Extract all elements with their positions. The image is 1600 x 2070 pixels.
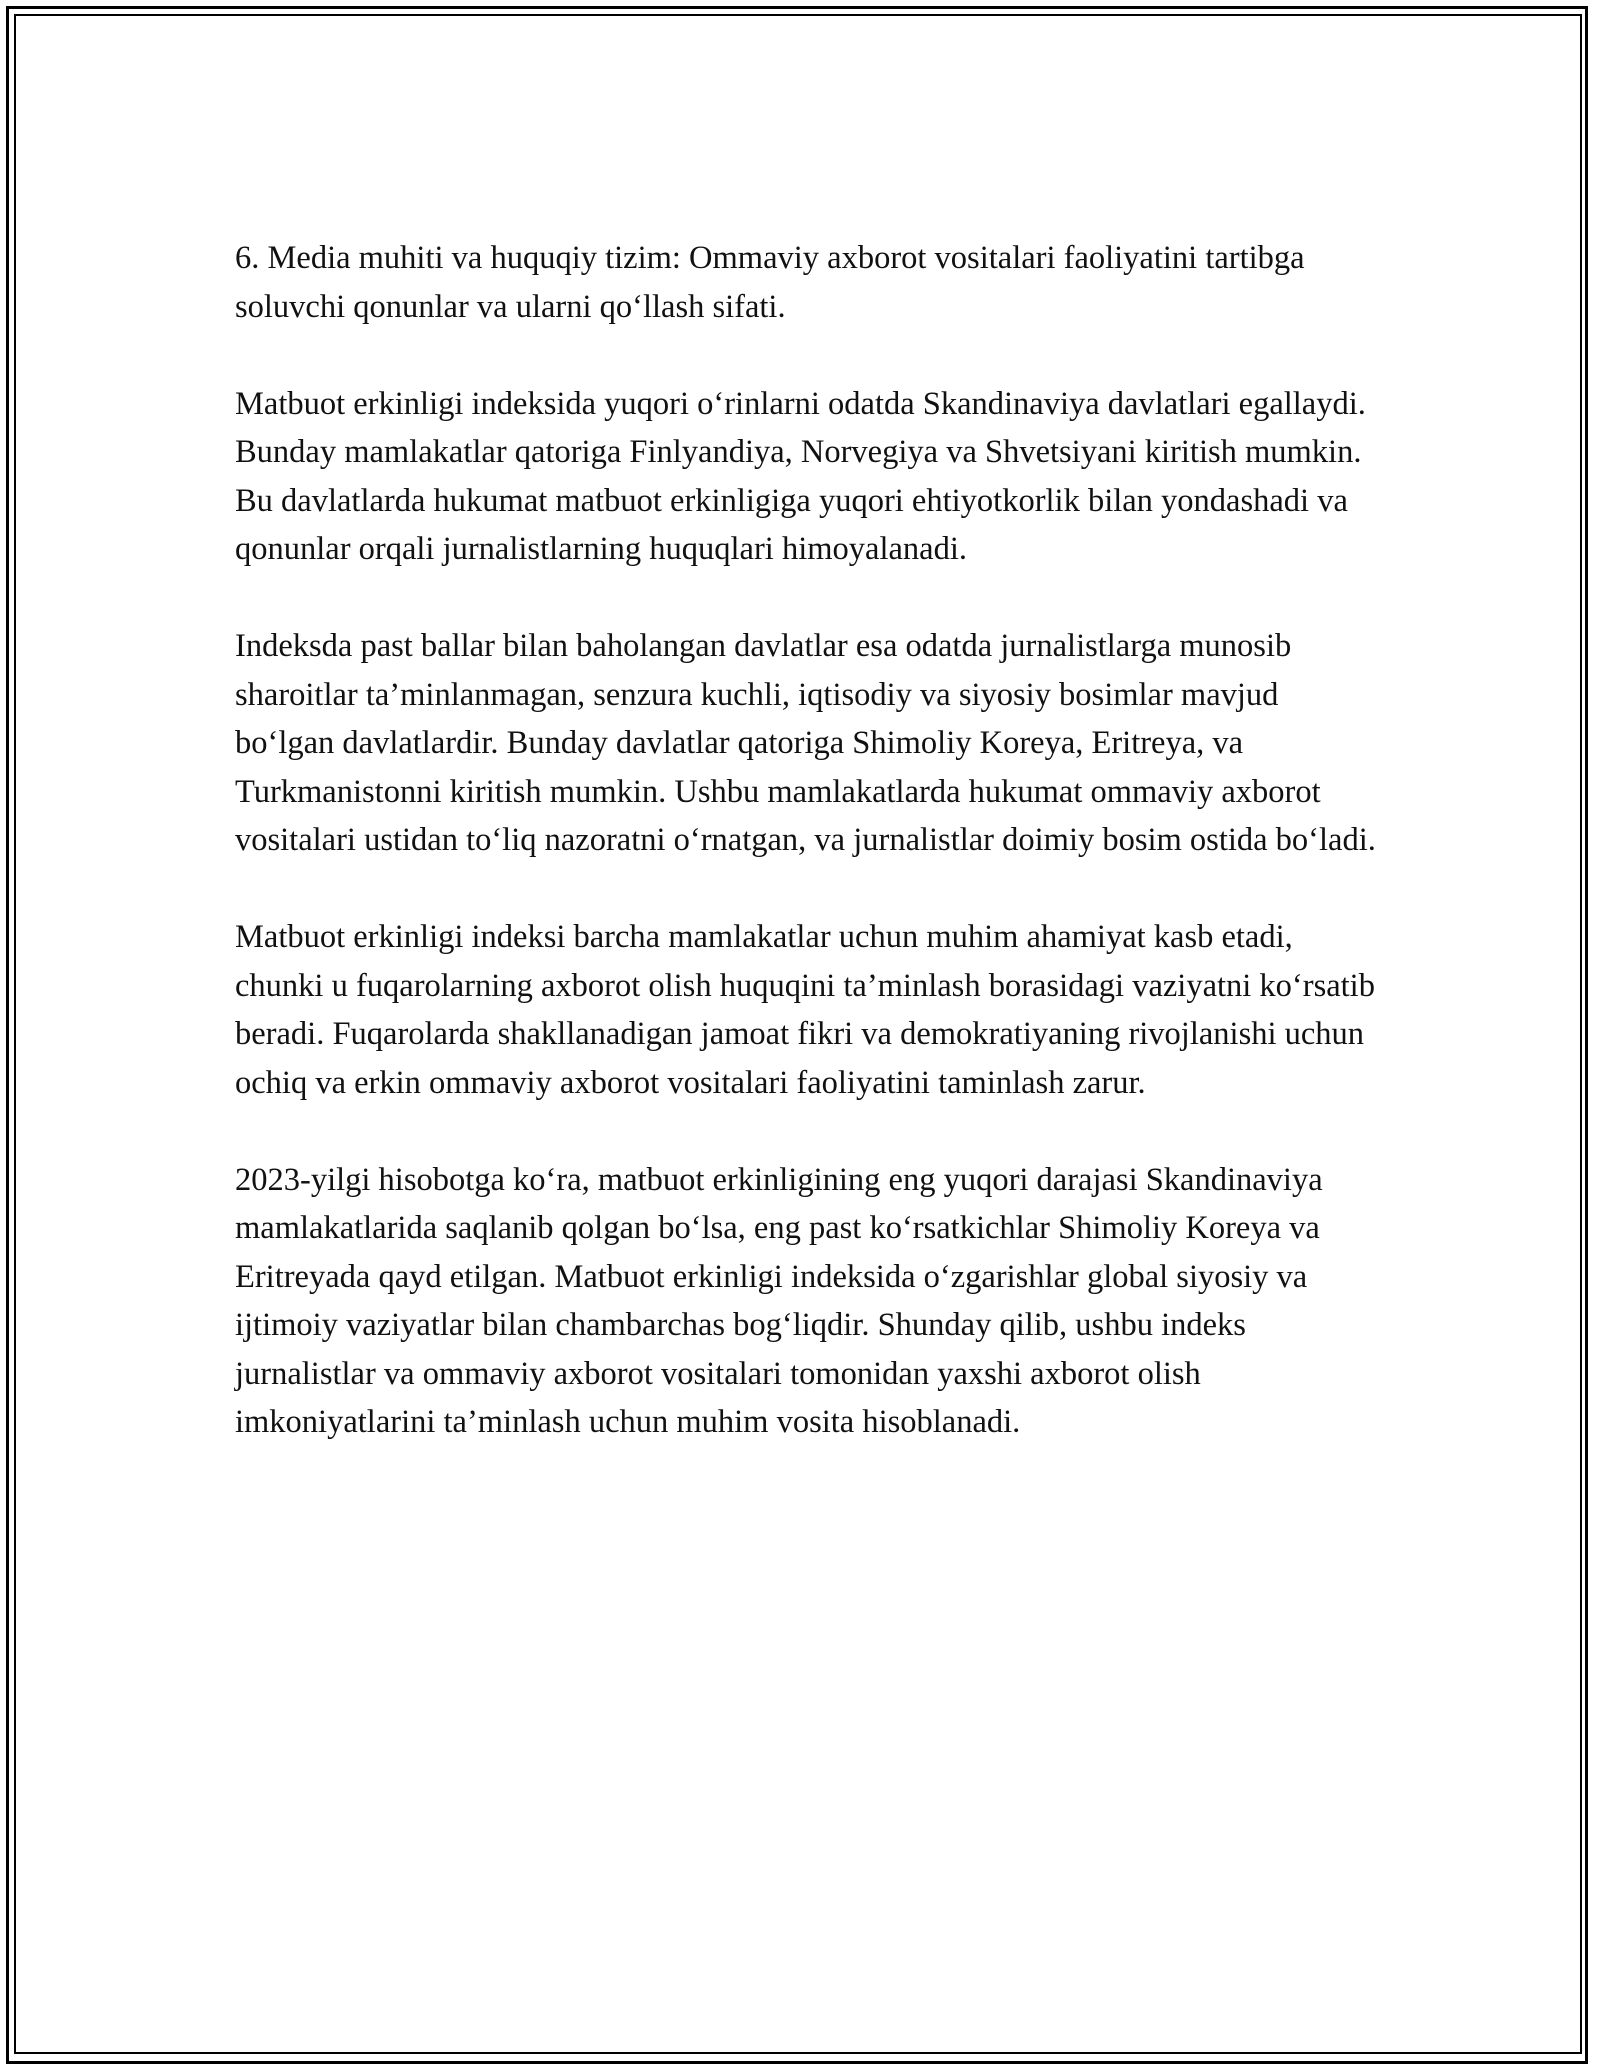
document-body: [235, 234, 1385, 1495]
paragraph-2023-report: 2023-yilgi hisobotga ko‘ra, matbuot erkinligining eng yuqori darajasi Skandinaviya mamlakatlarida saqlanib qolgan bo‘lsa, eng past ko‘rsatkichlar Shimoliy Koreya va Eritreyada qayd etilgan. Matbuot erkinligi indeksida o‘zgarishlar global siyosiy va ijtimoiy vaziyatlar bilan chambarchas bog‘liqdir. Shunday qilib, ushbu indeks jurnalistlar va ommaviy axborot vositalari tomonidan yaxshi axborot olish imkoniyatlarini ta’minlash uchun muhim vosita hisoblanadi.: [235, 1161, 1323, 1440]
paragraph-index-importance: Matbuot erkinligi indeksi barcha mamlakatlar uchun muhim ahamiyat kasb etadi, chunki u fuqarolarning axborot olish huquqini ta’minlash borasidagi vaziyatni ko‘rsatib beradi. Fuqarolarda shakllanadigan jamoat fikri va demokratiyaning rivojlanishi uchun ochiq va erkin ommaviy axborot vositalari faoliyatini taminlash zarur.: [235, 919, 1375, 1101]
paragraph-low-ranked-countries: Indeksda past ballar bilan baholangan davlatlar esa odatda jurnalistlarga munosib sharoitlar ta’minlanmagan, senzura kuchli, iqtisodiy va siyosiy bosimlar mavjud bo‘lgan davlatlardir. Bunday davlatlar qatoriga Shimoliy Koreya, Eritreya, va Turkmanistonni kiritish mumkin. Ushbu mamlakatlarda hukumat ommaviy axborot vositalari ustidan to‘liq nazoratni o‘rnatgan, va jurnalistlar doimiy bosim ostida bo‘ladi.: [235, 628, 1376, 858]
paragraph-media-environment: 6. Media muhiti va huquqiy tizim: Ommaviy axborot vositalari faoliyatini tartibga soluvchi qonunlar va ularni qo‘llash sifati.: [235, 240, 1305, 325]
paragraph-top-ranked-countries: Matbuot erkinligi indeksida yuqori o‘rinlarni odatda Skandinaviya davlatlari egallaydi. Bunday mamlakatlar qatoriga Finlyandiya, Norvegiya va Shvetsiyani kiritish mumkin. Bu davlatlarda hukumat matbuot erkinligiga yuqori ehtiyotkorlik bilan yondashadi va qonunlar orqali jurnalistlarning huquqlari himoyalanadi.: [235, 385, 1366, 567]
